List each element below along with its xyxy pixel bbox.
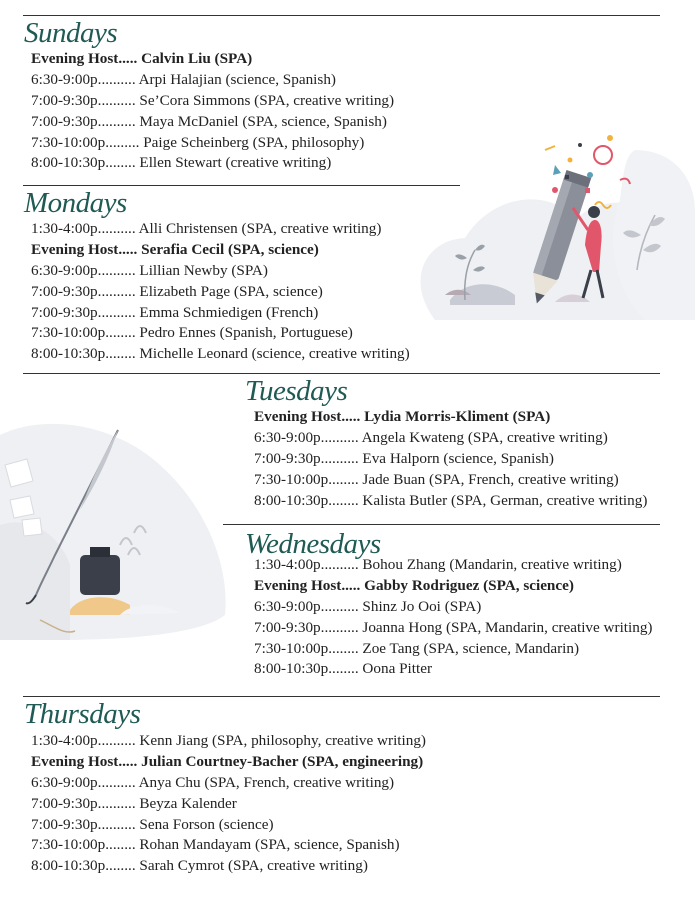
quill-inkpot-illustration [0,405,240,640]
time-slot: 8:00-10:30p........ [31,857,136,875]
schedule-row [254,428,647,449]
schedule-row [31,133,394,154]
schedule-list-wednesdays [254,555,652,680]
schedule-row-host [31,49,394,70]
time-slot: 8:00-10:30p........ [31,154,136,172]
schedule-row [254,555,652,576]
volunteer-name: Sena Forson (science) [139,815,274,833]
volunteer-name: Shinz Jo Ooi (SPA) [362,597,482,615]
schedule-row [31,773,426,794]
schedule-row [31,731,426,752]
section-divider [23,373,660,374]
day-heading-thursdays: Thursdays [24,698,141,730]
time-slot: 7:00-9:30p.......... [31,282,136,300]
volunteer-name: Joanna Hong (SPA, Mandarin, creative writing) [362,618,653,636]
volunteer-name: Kenn Jiang (SPA, philosophy, creative writing) [139,732,426,749]
volunteer-name: Anya Chu (SPA, French, creative writing) [138,773,395,791]
schedule-row-host [254,407,647,428]
schedule-row [31,261,410,282]
volunteer-name: Alli Christensen (SPA, creative writing) [138,220,382,237]
time-slot: 7:30-10:00p........ [254,470,359,488]
schedule-list-tuesdays [254,407,647,511]
volunteer-name: Bohou Zhang (Mandarin, creative writing) [362,556,622,573]
volunteer-name: Michelle Leonard (science, creative writing) [139,345,410,363]
time-slot: 7:30-10:00p........ [31,324,136,342]
time-slot: 6:30-9:00p.......... [31,70,136,88]
pencil-creativity-illustration [405,120,695,330]
day-heading-mondays: Mondays [24,187,127,219]
section-divider [23,696,660,697]
volunteer-name: Kalista Butler (SPA, German, creative writing) [362,491,648,509]
section-divider [23,185,460,186]
schedule-row [254,659,652,680]
schedule-row [254,470,647,491]
time-slot: 7:30-10:00p......... [31,133,140,151]
schedule-row [254,639,652,660]
schedule-row [31,344,410,365]
schedule-row [31,112,394,133]
volunteer-name: Julian Courtney-Bacher (SPA, engineering) [141,752,424,770]
time-slot: Evening Host..... [31,752,138,770]
time-slot: 7:00-9:30p.......... [254,618,359,636]
schedule-row [254,618,652,639]
time-slot: Evening Host..... [254,408,361,425]
time-slot: Evening Host..... [31,50,138,67]
schedule-row [31,70,394,91]
schedule-row [31,153,394,174]
schedule-row-host [31,240,410,261]
time-slot: 1:30-4:00p.......... [31,220,136,237]
volunteer-name: Oona Pitter [362,660,433,678]
schedule-row [31,91,394,112]
schedule-row [31,303,410,324]
volunteer-name: Eva Halporn (science, Spanish) [362,449,554,467]
section-divider [223,524,660,525]
volunteer-name: Lillian Newby (SPA) [139,261,268,279]
time-slot: 8:00-10:30p........ [31,345,136,363]
volunteer-name: Gabby Rodriguez (SPA, science) [364,576,574,594]
section-divider [23,15,660,16]
schedule-row [254,449,647,470]
time-slot: 6:30-9:00p.......... [31,773,136,791]
time-slot: 6:30-9:00p.......... [254,428,359,446]
schedule-row [31,282,410,303]
time-slot: 7:00-9:30p.......... [31,303,136,321]
volunteer-name: Se’Cora Simmons (SPA, creative writing) [139,91,395,109]
volunteer-name: Rohan Mandayam (SPA, science, Spanish) [139,836,400,854]
schedule-row [31,815,426,836]
time-slot: 1:30-4:00p.......... [31,732,136,749]
time-slot: 8:00-10:30p........ [254,660,359,678]
schedule-row [31,835,426,856]
schedule-row [254,491,647,512]
schedule-list-mondays [31,219,410,365]
schedule-list-thursdays [31,731,426,877]
time-slot: 7:30-10:00p........ [254,639,359,657]
time-slot: 7:00-9:30p.......... [254,449,359,467]
time-slot: 6:30-9:00p.......... [254,597,359,615]
volunteer-name: Maya McDaniel (SPA, science, Spanish) [139,112,387,130]
volunteer-name: Pedro Ennes (Spanish, Portuguese) [139,324,353,342]
volunteer-name: Beyza Kalender [139,794,237,812]
time-slot: Evening Host..... [254,576,361,594]
day-heading-sundays: Sundays [24,17,118,49]
time-slot: 6:30-9:00p.......... [31,261,136,279]
volunteer-name: Zoe Tang (SPA, science, Mandarin) [362,639,579,657]
schedule-row-host [31,752,426,773]
volunteer-name: Ellen Stewart (creative writing) [139,154,332,172]
volunteer-name: Paige Scheinberg (SPA, philosophy) [143,133,365,151]
time-slot: 7:00-9:30p.......... [31,815,136,833]
schedule-row [31,219,410,240]
schedule-list-sundays [31,49,394,174]
time-slot: 7:00-9:30p.......... [31,91,136,109]
time-slot: 8:00-10:30p........ [254,491,359,509]
time-slot: 7:30-10:00p........ [31,836,136,854]
volunteer-name: Sarah Cymrot (SPA, creative writing) [139,857,368,875]
schedule-row-host [254,576,652,597]
volunteer-name: Angela Kwateng (SPA, creative writing) [361,428,608,446]
volunteer-name: Jade Buan (SPA, French, creative writing) [362,470,619,488]
time-slot: 1:30-4:00p.......... [254,556,359,573]
volunteer-name: Lydia Morris-Kliment (SPA) [364,408,551,425]
volunteer-name: Serafia Cecil (SPA, science) [141,240,319,258]
volunteer-name: Arpi Halajian (science, Spanish) [138,70,336,88]
time-slot: 7:00-9:30p.......... [31,112,136,130]
day-heading-wednesdays: Wednesdays [245,528,381,560]
schedule-row [31,794,426,815]
schedule-row [31,856,426,877]
time-slot: Evening Host..... [31,240,138,258]
schedule-row [254,597,652,618]
schedule-row [31,323,410,344]
volunteer-name: Emma Schmiedigen (French) [139,303,319,321]
volunteer-name: Calvin Liu (SPA) [141,50,253,67]
day-heading-tuesdays: Tuesdays [245,375,348,407]
volunteer-name: Elizabeth Page (SPA, science) [139,282,323,300]
time-slot: 7:00-9:30p.......... [31,794,136,812]
